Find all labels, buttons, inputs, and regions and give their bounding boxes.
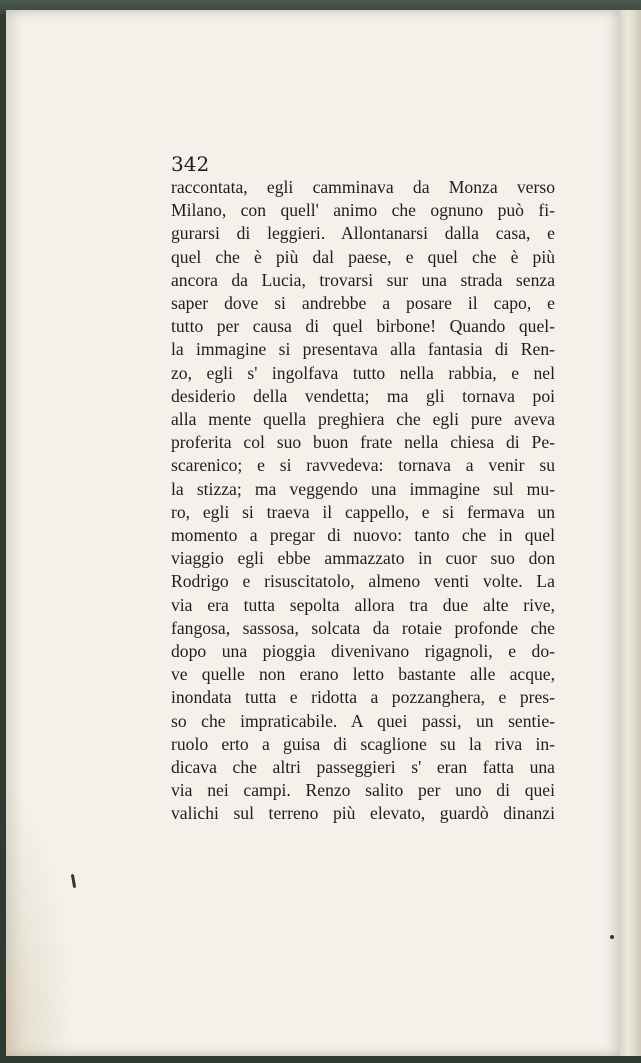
text-line: tutto per causa di quel birbone! Quando quel- — [171, 316, 555, 337]
text-line: inondata tutta e ridotta a pozzanghera, e pres- — [171, 687, 555, 708]
text-line: dopo una pioggia divenivano rigagnoli, e do- — [171, 641, 555, 662]
text-line: scarenico; e si ravvedeva: tornava a venir su — [171, 455, 555, 476]
text-line: fangosa, sassosa, solcata da rotaie profonde che — [171, 617, 555, 638]
text-line: dicava che altri passeggieri s' eran fatta una — [171, 757, 555, 778]
text-line: via nei campi. Renzo salito per uno di quei — [171, 780, 555, 801]
text-line: momento a pregar di nuovo: tanto che in quel — [171, 525, 555, 546]
text-line: Rodrigo e risuscitatolo, almeno venti volte. La — [171, 571, 555, 592]
text-line: ruolo erto a guisa di scaglione su la riva in- — [171, 733, 555, 754]
text-line: so che impraticabile. A quei passi, un sentie- — [171, 710, 555, 731]
text-line: viaggio egli ebbe ammazzato in cuor suo don — [171, 548, 555, 569]
text-line: raccontata, egli camminava da Monza verso — [171, 177, 555, 197]
text-line: valichi sul terreno più elevato, guardò dinanzi — [171, 803, 555, 824]
text-line: quel che è più dal paese, e quel che è più — [171, 246, 555, 267]
text-line: gurarsi di leggieri. Allontanarsi dalla casa, e — [171, 223, 555, 244]
page-stain — [6, 790, 76, 1056]
text-line: Milano, con quell' animo che ognuno può fi- — [171, 200, 555, 221]
text-line: ancora da Lucia, trovarsi sur una strada senza — [171, 269, 555, 290]
ink-dot — [610, 935, 614, 939]
body-text — [171, 176, 555, 826]
page-number: 342 — [171, 152, 210, 176]
text-line: la stizza; ma veggendo una immagine sul mu- — [171, 478, 555, 499]
text-line: ve quelle non erano letto bastante alle acque, — [171, 664, 555, 685]
text-line: la immagine si presentava alla fantasia di Ren- — [171, 339, 555, 360]
text-line: via era tutta sepolta allora tra due alte rive, — [171, 594, 555, 615]
text-line: alla mente quella preghiera che egli pure aveva — [171, 409, 555, 430]
text-line: proferita col suo buon frate nella chiesa di Pe- — [171, 432, 555, 453]
text-line: desiderio della vendetta; ma gli tornava poi — [171, 385, 555, 406]
text-line: ro, egli si traeva il cappello, e si fermava un — [171, 501, 555, 522]
next-page-edge — [620, 10, 641, 1056]
text-line: saper dove si andrebbe a posare il capo, e — [171, 293, 555, 314]
text-line: zo, egli s' ingolfava tutto nella rabbia, e nel — [171, 362, 555, 383]
